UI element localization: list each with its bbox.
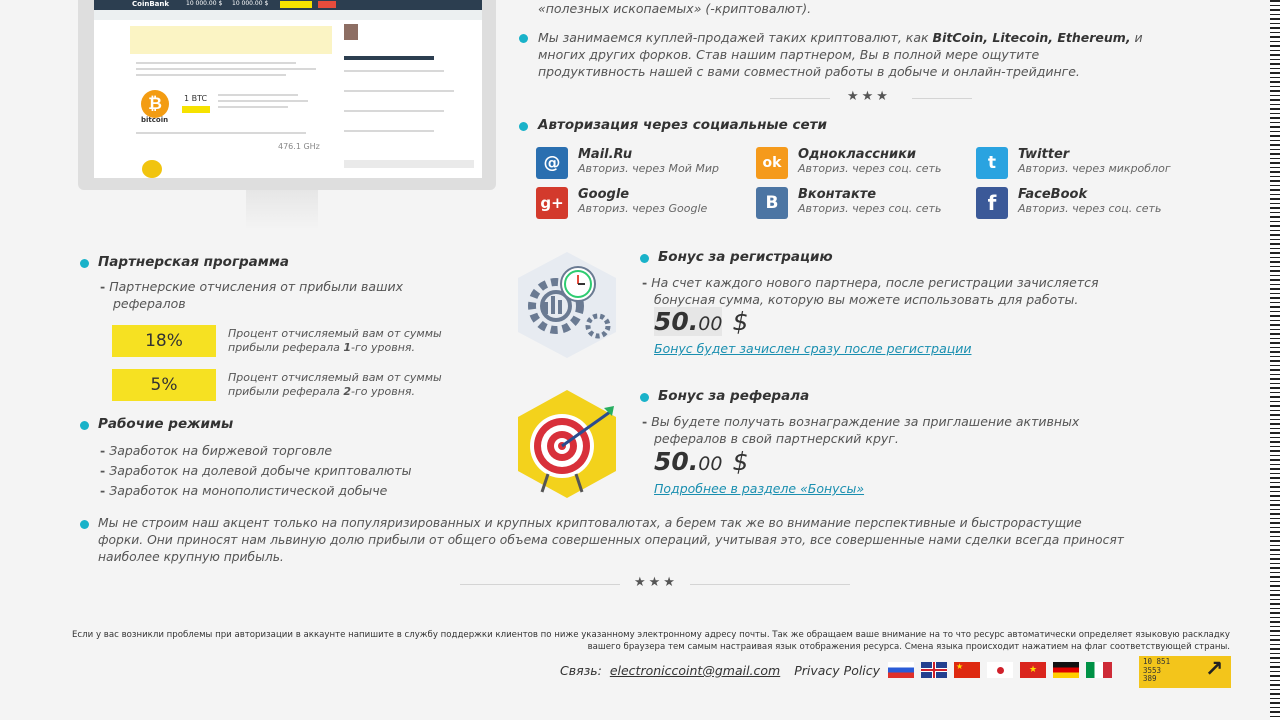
counter-values [1143,658,1170,684]
intro-coins: BitCoin, Litecoin, Ethereum, [932,30,1131,45]
preview-avatar [344,24,358,40]
visit-counter[interactable] [1139,656,1231,688]
bullet-dot [640,254,649,263]
partner-desc-line: Партнерские отчисления от прибыли ваших [109,279,404,294]
bonus-reg-amount [654,307,748,336]
mode-item-text: Заработок на монополистической добыче [109,483,388,498]
bonus-reg-desc [642,274,1099,308]
preview-line [344,110,444,112]
bonus-ref-line: рефералов в свой партнерский круг. [654,431,899,446]
intro-text: Мы занимаемся куплей-продажей таких криптовалют, как [538,30,933,45]
social-vkontakte[interactable] [756,187,956,219]
bullet-dot [80,259,89,268]
preview-line [136,74,286,76]
amount-int: 50. [654,447,699,476]
social-name: Одноклассники [798,147,917,162]
dash: - [100,443,106,458]
preview-buy-button [182,106,210,113]
social-google[interactable] [536,187,736,219]
japan-flag-icon[interactable] [987,662,1013,678]
social-desc: Авториз. через Мой Мир [578,162,719,175]
outro-line: Мы не строим наш акцент только на популяризированных и крупных криптовалютах, а берем так же во внимание перспективные и быстрорастущие [98,516,1082,530]
partner-title: Партнерская программа [98,254,289,270]
ok-icon: ok [756,147,788,179]
divider [770,98,830,99]
percent-desc-text: -го уровня. [351,385,416,398]
preview-line [136,62,296,64]
mode-item [100,481,411,501]
preview-button-red [318,1,336,8]
modes-title: Рабочие режимы [98,416,234,432]
footer-note [60,629,1230,653]
social-desc: Авториз. через соц. сеть [1018,202,1162,215]
dash: - [100,279,106,294]
russia-flag-icon[interactable] [888,662,914,678]
social-name: Google [578,187,630,202]
social-desc: Авториз. через микроблог [1018,162,1171,175]
bonus-reg-line: На счет каждого нового партнера, после регистрации зачисляется [651,275,1099,290]
intro-text: и [1130,30,1143,45]
mode-item-text: Заработок на долевой добыче криптовалюты [109,463,412,478]
amount-dec: 00 [698,453,723,475]
intro-paragraph [538,29,1178,80]
china-flag-icon[interactable]: ★ [954,662,980,678]
divider [460,584,620,585]
italy-flag-icon[interactable] [1086,662,1112,678]
social-facebook[interactable] [976,187,1176,219]
twitter-icon: t [976,147,1008,179]
mode-item [100,461,411,481]
bullet-dot [80,421,89,430]
social-name: FaceBook [1018,187,1088,202]
percent-level: 1 [343,341,352,354]
percent-box-level1: 18% [112,325,216,357]
bullet-dot [640,393,649,402]
percent-level: 2 [343,385,352,398]
bonus-reg-link[interactable]: Бонус будет зачислен сразу после регистрации [654,341,972,356]
facebook-icon: f [976,187,1008,219]
percent-desc-text: Процент отчисляемый вам от суммы [228,371,442,384]
partner-desc-line: рефералов [113,296,186,311]
outro-paragraph [98,515,1218,566]
counter-line: 3553 [1143,665,1162,675]
social-desc: Авториз. через соц. сеть [798,162,942,175]
social-name: Twitter [1018,147,1070,162]
footer-note-line: Если у вас возникли проблемы при авторизации в аккаунте напишите в службу поддержки клиентов по ниже указанному электронному адресу почты. Так же обращаем ваше внимание на то что ресурс автоматически определяет языковую раскладку [72,630,1230,640]
contact-label: Связь: [560,663,602,678]
social-name: Mail.Ru [578,147,633,162]
counter-line: 10 851 [1143,657,1171,666]
percent-desc-text: -го уровня. [351,341,416,354]
amount-int: 50. [654,307,699,336]
bonus-ref-link[interactable]: Подробнее в разделе «Бонусы» [654,481,865,496]
contact-row [560,663,880,678]
bullet-dot [519,34,528,43]
dash: - [100,463,106,478]
preview-footer [344,160,474,168]
social-desc: Авториз. через Google [578,202,708,215]
partner-desc [100,278,460,312]
preview-coin-icon [142,160,162,178]
preview-line [344,130,434,132]
stars-divider: ★★★ [634,575,678,590]
bonus-ref-desc [642,413,1079,447]
preview-logo: CoinBank [132,0,170,8]
dash: - [642,275,648,290]
bonus-ref-amount [654,447,748,476]
preview-line [136,132,306,134]
bonus-ref-line: Вы будете получать вознаграждение за приглашение активных [651,414,1080,429]
dash: - [100,483,106,498]
language-flags [888,662,1112,678]
outro-line: наиболее крупную прибыль. [98,550,284,564]
edge-barcode [1270,0,1280,720]
social-twitter[interactable] [976,147,1186,179]
preview-line [218,106,288,108]
percent-desc-text: прибыли реферала [228,385,344,398]
bullet-dot [80,520,89,529]
dash: - [642,414,648,429]
social-title: Авторизация через социальные сети [538,117,827,133]
preview-line [218,94,298,96]
preview-line [344,70,444,72]
social-desc: Авториз. через соц. сеть [798,202,942,215]
contact-email-link[interactable]: electroniccoint@gmail.com [609,663,781,678]
amount-highlight [654,307,722,336]
at-icon: @ [536,147,568,179]
privacy-policy-link[interactable]: Privacy Policy [794,663,881,678]
percent-box-level2: 5% [112,369,216,401]
preview-sidebar-bar [344,56,434,60]
amount-currency: $ [732,447,749,476]
vk-icon: B [756,187,788,219]
preview-button [280,1,312,8]
amount-currency: $ [732,307,749,336]
google-plus-icon: g+ [536,187,568,219]
preview-alert [130,26,332,54]
arrow-up-right-icon: ↗ [1205,657,1224,682]
germany-flag-icon[interactable] [1053,662,1079,678]
preview-nav [94,10,482,20]
preview-line [344,90,454,92]
percent-desc-text: Процент отчисляемый вам от суммы [228,327,442,340]
preview-balance-2: 10 000.00 $ [232,0,269,7]
bonus-ref-title: Бонус за реферала [658,388,810,404]
social-odnoklassniki[interactable] [756,147,956,179]
intro-line-0: «полезных ископаемых» (-криптовалют). [538,1,812,16]
social-mailru[interactable] [536,147,736,179]
monitor-stand [246,190,318,230]
preview-btc: 1 BTC [184,94,208,103]
preview-line [218,100,308,102]
vietnam-flag-icon[interactable]: ★ [1020,662,1046,678]
intro-text: продуктивность нашей с вами совместной работы в добыче и онлайн-трейдинге. [538,64,1080,79]
preview-line [136,68,316,70]
bonus-reg-title: Бонус за регистрацию [658,249,833,265]
counter-line: 389 [1143,674,1157,683]
bitcoin-icon: ₿ [141,90,169,118]
preview-balance-1: 10 000.00 $ [186,0,223,7]
settings-clock-icon [514,250,620,360]
percent-desc-text: прибыли реферала [228,341,344,354]
uk-flag-icon[interactable] [921,662,947,678]
percent-desc-level2 [228,371,442,399]
social-name: Вконтакте [798,187,877,202]
preview-bitcoin-label: bitcoin [141,116,169,124]
target-icon [514,388,620,500]
outro-line: форки. Они приносят нам львиную долю прибыли от общего объема совершенных операций, учитывая это, все совершенные нами сделки всегда приносят [98,533,1124,547]
bonus-reg-line: бонусная сумма, которую вы можете использовать для работы. [654,292,1079,307]
mode-item [100,441,411,461]
preview-ghz: 476.1 GHz [278,142,320,151]
mode-item-text: Заработок на биржевой торговле [109,443,333,458]
divider [690,584,850,585]
stars-divider: ★★★ [847,89,891,104]
modes-list [100,441,411,501]
bullet-dot [519,122,528,131]
intro-text: многих других форков. Став нашим партнером, Вы в полной мере ощутите [538,47,1040,62]
amount-dec: 00 [698,313,723,335]
divider [912,98,972,99]
screen-preview [94,0,482,178]
footer-note-line: вашего браузера тем самым настраивая язык отображения ресурса. Смена языка происходит нажатием на флаг соответствующей страны. [587,642,1230,652]
percent-desc-level1 [228,327,442,355]
